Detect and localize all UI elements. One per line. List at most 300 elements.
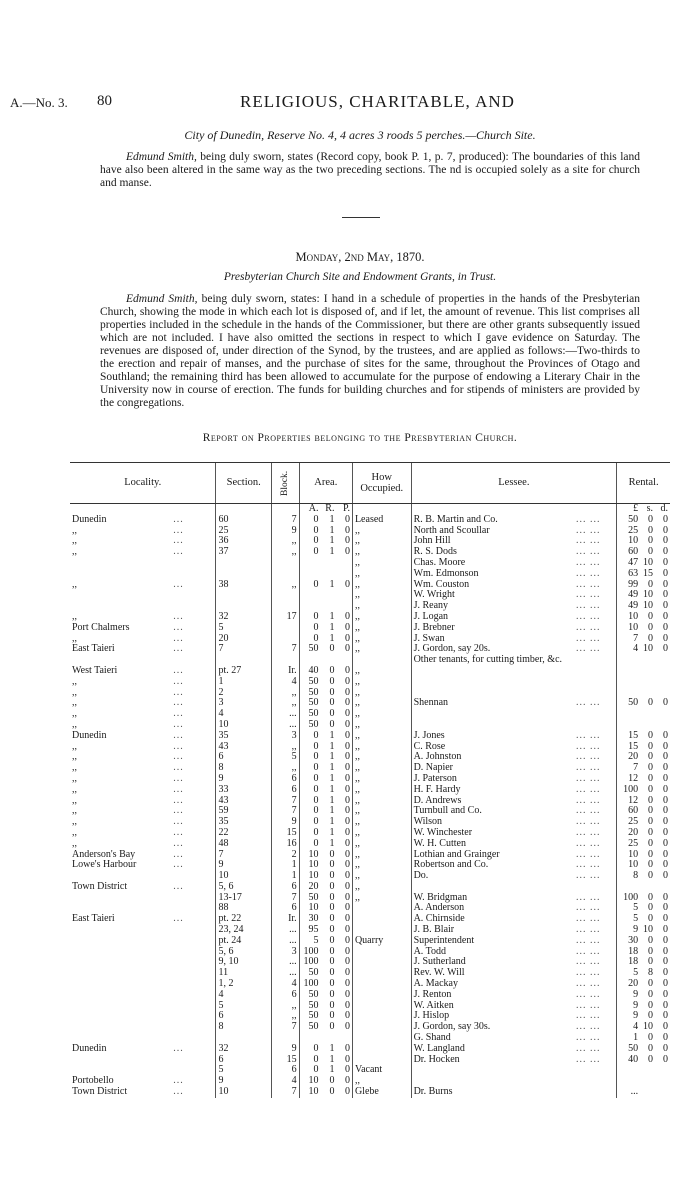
cell-r: 0	[329, 1010, 335, 1022]
cell-r: 1	[329, 535, 335, 547]
cell-occ: ,,	[352, 720, 411, 731]
cell-d: 0	[663, 546, 668, 558]
cell-l	[617, 709, 640, 720]
cell-p: 0	[344, 1010, 350, 1022]
cell-sec: 37	[216, 547, 271, 558]
divider	[342, 217, 380, 218]
cell-a: 0	[299, 763, 320, 774]
cell-l	[617, 666, 640, 677]
cell-occ: ,,	[352, 763, 411, 774]
cell-d: 0	[663, 924, 668, 936]
cell-a: 50	[299, 677, 320, 688]
cell-blk	[271, 590, 299, 601]
cell-occ: ,,	[352, 731, 411, 742]
cell-a: 20	[299, 882, 320, 893]
cell-d: 0	[663, 913, 668, 925]
cell-occ: ,,	[352, 536, 411, 547]
cell-a: 0	[299, 1065, 320, 1076]
cell-l: 1	[617, 1033, 640, 1044]
paragraph-text: being duly sworn, states (Record copy, book P. 1, p. 7, produced): The boundaries of this land have also been altered in the same way as the two preceding sections. The nd is occupied solely as a site for church and manse.	[100, 151, 641, 189]
cell-dots: ...	[173, 1075, 184, 1087]
cell-lessee: W. Winchester	[411, 828, 574, 839]
cell-occ: Glebe	[352, 1087, 411, 1098]
cell-lessee: Other tenants, for cutting timber, &c.	[411, 655, 574, 666]
page-number: 80	[97, 93, 112, 109]
cell-dots: ...	[173, 535, 184, 547]
cell-lessee: A. Johnston	[411, 752, 574, 763]
cell-loc: ,,	[72, 772, 77, 784]
cell-l: 10	[617, 536, 640, 547]
cell-d: 0	[663, 762, 668, 774]
properties-table	[70, 462, 670, 1098]
cell-r	[320, 1033, 336, 1044]
cell-blk: 16	[271, 839, 299, 850]
cell-dots: ...	[173, 837, 184, 849]
cell-blk: ...	[271, 709, 299, 720]
cell-p: 0	[344, 924, 350, 936]
cell-blk: 17	[271, 612, 299, 623]
cell-loc: ,,	[72, 751, 77, 763]
cell-loc	[70, 1011, 171, 1022]
cell-occ: ,,	[352, 580, 411, 591]
cell-sec: 10	[216, 1087, 271, 1098]
cell-r: 1	[329, 805, 335, 817]
cell-occ: ,,	[352, 558, 411, 569]
cell-s: 0	[648, 902, 654, 914]
cell-p: 0	[344, 945, 350, 957]
cell-lessee: Rev. W. Will	[411, 968, 574, 979]
cell-l: 100	[617, 785, 640, 796]
cell-a: 0	[299, 828, 320, 839]
cell-lessee: J. Gordon, say 20s.	[411, 644, 574, 655]
cell-loc: East Taieri	[72, 913, 115, 925]
cell-r: 0	[329, 718, 335, 730]
cell-dots: ...	[173, 913, 184, 925]
cell-a: 100	[299, 979, 320, 990]
cell-sec: 7	[216, 644, 271, 655]
cell-d	[655, 709, 670, 720]
cell-blk: 6	[271, 882, 299, 893]
cell-l: 49	[617, 601, 640, 612]
cell-occ	[352, 914, 411, 925]
cell-a: 50	[299, 893, 320, 904]
cell-s	[640, 1065, 655, 1076]
cell-sec	[216, 558, 271, 569]
cell-ld: ... ...	[576, 589, 601, 601]
cell-d: 0	[663, 524, 668, 536]
cell-dots: ...	[173, 664, 184, 676]
cell-loc: West Taieri	[72, 664, 118, 676]
cell-ld	[574, 677, 617, 688]
cell-s: 0	[648, 1053, 654, 1065]
cell-p: 0	[344, 978, 350, 990]
cell-r: 0	[329, 956, 335, 968]
cell-loc: ,,	[72, 783, 77, 795]
cell-loc	[70, 1022, 171, 1033]
cell-l: 63	[617, 569, 640, 580]
cell-s: 0	[648, 988, 654, 1000]
cell-sec: 23, 24	[216, 925, 271, 936]
cell-r: 1	[329, 546, 335, 558]
cell-s: 10	[643, 1021, 654, 1033]
cell-occ	[352, 903, 411, 914]
cell-lessee: J. Jones	[411, 731, 574, 742]
cell-d: 0	[663, 567, 668, 579]
cell-lessee: J. Sutherland	[411, 957, 574, 968]
cell-loc: Town District	[72, 880, 128, 892]
cell-ld: ... ...	[576, 816, 601, 828]
cell-loc: ,,	[72, 697, 77, 709]
table-row	[70, 839, 670, 850]
cell-r: 1	[329, 578, 335, 590]
cell-occ: ,,	[352, 601, 411, 612]
cell-a: 50	[299, 1022, 320, 1033]
cell-sec: 9, 10	[216, 957, 271, 968]
cell-ld: ... ...	[576, 740, 601, 752]
cell-a: 10	[299, 903, 320, 914]
cell-l: 12	[617, 774, 640, 785]
cell-occ: ,,	[352, 698, 411, 709]
cell-lessee: Robertson and Co.	[411, 860, 574, 871]
cell-a: 0	[299, 547, 320, 558]
cell-lessee: Dr. Hocken	[411, 1055, 574, 1066]
cell-lessee: Do.	[411, 871, 574, 882]
cell-sec: 48	[216, 839, 271, 850]
cell-l: 10	[617, 612, 640, 623]
table-row	[70, 644, 670, 655]
cell-r: 0	[329, 934, 335, 946]
cell-sec: 9	[216, 1076, 271, 1087]
cell-sec: 3	[216, 698, 271, 709]
cell-blk: 6	[271, 990, 299, 1001]
cell-lessee: Lothian and Grainger	[411, 850, 574, 861]
cell-s: 0	[648, 826, 654, 838]
cell-sec: 43	[216, 796, 271, 807]
cell-r: 0	[329, 967, 335, 979]
cell-occ: ,,	[352, 623, 411, 634]
cell-d: 0	[663, 826, 668, 838]
cell-ld: ... ...	[576, 610, 601, 622]
cell-r: 1	[329, 751, 335, 763]
cell-r	[320, 590, 336, 601]
cell-ld: ... ...	[576, 978, 601, 990]
cell-a: 50	[299, 990, 320, 1001]
cell-r: 0	[329, 686, 335, 698]
cell-ld: ... ...	[576, 762, 601, 774]
cell-sec: 33	[216, 785, 271, 796]
cell-dots: ...	[173, 762, 184, 774]
cell-occ: ,,	[352, 526, 411, 537]
cell-blk: 3	[271, 947, 299, 958]
cell-a: 10	[299, 1087, 320, 1098]
cell-dots: ...	[173, 783, 184, 795]
cell-ld: ... ...	[576, 1021, 601, 1033]
cell-loc	[70, 558, 171, 569]
cell-a: 50	[299, 698, 320, 709]
cell-occ	[352, 968, 411, 979]
cell-dots: ...	[173, 697, 184, 709]
cell-lessee: Wm. Couston	[411, 580, 574, 591]
cell-occ: ,,	[352, 666, 411, 677]
cell-ld	[574, 655, 617, 666]
cell-l: 60	[617, 547, 640, 558]
cell-s: 0	[648, 535, 654, 547]
cell-ld: ... ...	[576, 999, 601, 1011]
cell-dots: ...	[173, 859, 184, 871]
date-heading: Monday, 2nd May, 1870.	[295, 250, 425, 264]
cell-loc	[70, 990, 171, 1001]
cell-a: 100	[299, 957, 320, 968]
cell-r: 1	[329, 740, 335, 752]
cell-a: 10	[299, 850, 320, 861]
cell-occ: ,,	[352, 806, 411, 817]
cell-lessee: Shennan	[411, 698, 574, 709]
cell-r: 1	[329, 621, 335, 633]
cell-ld: ... ...	[576, 945, 601, 957]
cell-p: 0	[344, 686, 350, 698]
cell-p: 0	[344, 848, 350, 860]
cell-a: 0	[299, 817, 320, 828]
cell-a: 40	[299, 666, 320, 677]
cell-lessee: A. Chirnside	[411, 914, 574, 925]
cell-ld: ... ...	[576, 848, 601, 860]
cell-a: 50	[299, 968, 320, 979]
cell-l: 15	[617, 742, 640, 753]
table-row	[70, 677, 670, 688]
cell-a: 0	[299, 1055, 320, 1066]
cell-loc: ,,	[72, 546, 77, 558]
cell-d: 0	[663, 978, 668, 990]
cell-dots: ...	[173, 826, 184, 838]
cell-d: 0	[663, 740, 668, 752]
cell-blk: 4	[271, 677, 299, 688]
cell-lessee: H. F. Hardy	[411, 785, 574, 796]
cell-ld: ... ...	[576, 913, 601, 925]
cell-r: 0	[329, 697, 335, 709]
cell-a: 10	[299, 871, 320, 882]
cell-r: 1	[329, 524, 335, 536]
cell-occ	[352, 990, 411, 1001]
cell-ld: ... ...	[576, 729, 601, 741]
table-row	[70, 666, 670, 677]
table-row	[70, 1065, 670, 1076]
cell-sec: 32	[216, 1044, 271, 1055]
table-row	[70, 623, 670, 634]
cell-p: 0	[344, 870, 350, 882]
cell-occ	[352, 957, 411, 968]
cell-ld	[574, 666, 617, 677]
cell-s: 0	[648, 578, 654, 590]
cell-blk: ...	[271, 720, 299, 731]
cell-loc: ,,	[72, 826, 77, 838]
cell-d	[655, 666, 670, 677]
cell-r: 1	[329, 1064, 335, 1076]
cell-r: 0	[329, 978, 335, 990]
cell-sec: 9	[216, 860, 271, 871]
cell-s	[640, 1076, 655, 1087]
cell-s: 0	[648, 621, 654, 633]
cell-p	[336, 590, 352, 601]
evidence-paragraph	[100, 293, 640, 410]
cell-d: 0	[663, 600, 668, 612]
cell-l: 47	[617, 558, 640, 569]
cell-ld: ... ...	[576, 535, 601, 547]
cell-d: 0	[663, 513, 668, 525]
cell-p: 0	[344, 794, 350, 806]
cell-d	[655, 677, 670, 688]
cell-loc	[70, 936, 171, 947]
cell-ld: ... ...	[576, 902, 601, 914]
cell-dots: ...	[173, 546, 184, 558]
cell-d: 0	[663, 556, 668, 568]
cell-p: 0	[344, 718, 350, 730]
cell-sec: 5	[216, 623, 271, 634]
cell-r: 0	[329, 999, 335, 1011]
cell-d: 0	[663, 891, 668, 903]
cell-l: 9	[617, 1001, 640, 1012]
cell-lessee: J. B. Blair	[411, 925, 574, 936]
cell-l: 9	[617, 1011, 640, 1022]
cell-r: 1	[329, 632, 335, 644]
cell-s: 10	[643, 589, 654, 601]
cell-loc: East Taieri	[72, 643, 115, 655]
cell-s: 0	[648, 870, 654, 882]
cell-s: 0	[648, 934, 654, 946]
cell-blk: ,,	[271, 688, 299, 699]
cell-d: 0	[663, 697, 668, 709]
cell-loc	[70, 1055, 171, 1066]
cell-a: 0	[299, 742, 320, 753]
cell-a: 0	[299, 731, 320, 742]
cell-d	[655, 1076, 670, 1087]
cell-lessee: North and Scoullar	[411, 526, 574, 537]
cell-ld: ... ...	[576, 632, 601, 644]
cell-s: 0	[648, 610, 654, 622]
table-row	[70, 785, 670, 796]
cell-lessee: W. Aitken	[411, 1001, 574, 1012]
cell-loc	[70, 947, 171, 958]
cell-s: 0	[648, 978, 654, 990]
cell-a: 0	[299, 612, 320, 623]
cell-s: 8	[648, 967, 654, 979]
cell-sec: 6	[216, 1055, 271, 1066]
cell-l: 7	[617, 634, 640, 645]
cell-p: 0	[344, 902, 350, 914]
cell-blk: 7	[271, 644, 299, 655]
cell-p: 0	[344, 967, 350, 979]
cell-ld	[574, 1076, 617, 1087]
cell-blk: ,,	[271, 536, 299, 547]
cell-r: 0	[329, 675, 335, 687]
cell-p: 0	[344, 805, 350, 817]
cell-d: 0	[663, 751, 668, 763]
cell-blk: 9	[271, 526, 299, 537]
cell-ld: ... ...	[576, 556, 601, 568]
cell-sec: 4	[216, 709, 271, 720]
cell-dots	[171, 558, 216, 569]
cell-a	[299, 569, 320, 580]
cell-lessee: John Hill	[411, 536, 574, 547]
cell-ld: ... ...	[576, 513, 601, 525]
cell-p: 0	[344, 610, 350, 622]
table-row	[70, 1087, 670, 1098]
cell-sec: 32	[216, 612, 271, 623]
cell-a: 100	[299, 947, 320, 958]
cell-loc	[70, 979, 171, 990]
cell-ld: ... ...	[576, 891, 601, 903]
cell-r: 1	[329, 794, 335, 806]
cell-lessee: C. Rose	[411, 742, 574, 753]
cell-d: 0	[663, 643, 668, 655]
cell-s: 0	[648, 1010, 654, 1022]
cell-p: 0	[344, 816, 350, 828]
cell-p: 0	[344, 578, 350, 590]
cell-loc	[70, 968, 171, 979]
cell-d: 0	[663, 956, 668, 968]
cell-blk: 5	[271, 752, 299, 763]
cell-dots: ...	[173, 1086, 184, 1098]
cell-r: 0	[329, 891, 335, 903]
cell-p: 0	[344, 751, 350, 763]
cell-blk: 9	[271, 1044, 299, 1055]
cell-sec: 6	[216, 752, 271, 763]
cell-sec: 13-17	[216, 893, 271, 904]
cell-occ: ,,	[352, 785, 411, 796]
cell-ld: ... ...	[576, 772, 601, 784]
cell-occ: Leased	[352, 515, 411, 526]
cell-loc: ,,	[72, 675, 77, 687]
cell-dots: ...	[173, 686, 184, 698]
cell-d: 0	[663, 1032, 668, 1044]
cell-d: 0	[663, 621, 668, 633]
cell-blk: 7	[271, 796, 299, 807]
cell-dots: ...	[173, 816, 184, 828]
cell-dots: ...	[173, 610, 184, 622]
cell-s: 0	[648, 913, 654, 925]
cell-lessee: Dr. Burns	[411, 1087, 574, 1098]
cell-s: 0	[648, 772, 654, 784]
cell-d	[655, 1065, 670, 1076]
cell-l: 100	[617, 893, 640, 904]
cell-dots	[171, 1055, 216, 1066]
cell-r: 0	[329, 1021, 335, 1033]
cell-a: 0	[299, 806, 320, 817]
cell-l: 18	[617, 957, 640, 968]
cell-d: 0	[663, 1042, 668, 1054]
cell-d	[655, 1087, 670, 1098]
cell-l: 50	[617, 1044, 640, 1055]
document-reference: A.—No. 3.	[10, 95, 68, 110]
cell-s: 0	[648, 697, 654, 709]
cell-r: 0	[329, 643, 335, 655]
cell-s: 0	[648, 999, 654, 1011]
cell-occ	[352, 1011, 411, 1022]
cell-d	[655, 655, 670, 666]
cell-d: 0	[663, 934, 668, 946]
cell-lessee: W. Langland	[411, 1044, 574, 1055]
cell-r	[320, 569, 336, 580]
cell-dots: ...	[173, 794, 184, 806]
cell-lessee: D. Napier	[411, 763, 574, 774]
cell-blk: 1	[271, 871, 299, 882]
cell-sec: 8	[216, 1022, 271, 1033]
cell-sec: pt. 24	[216, 936, 271, 947]
cell-p: 0	[344, 859, 350, 871]
cell-ld: ... ...	[576, 956, 601, 968]
cell-l: 25	[617, 526, 640, 537]
cell-r: 0	[329, 870, 335, 882]
cell-loc: ,,	[72, 805, 77, 817]
